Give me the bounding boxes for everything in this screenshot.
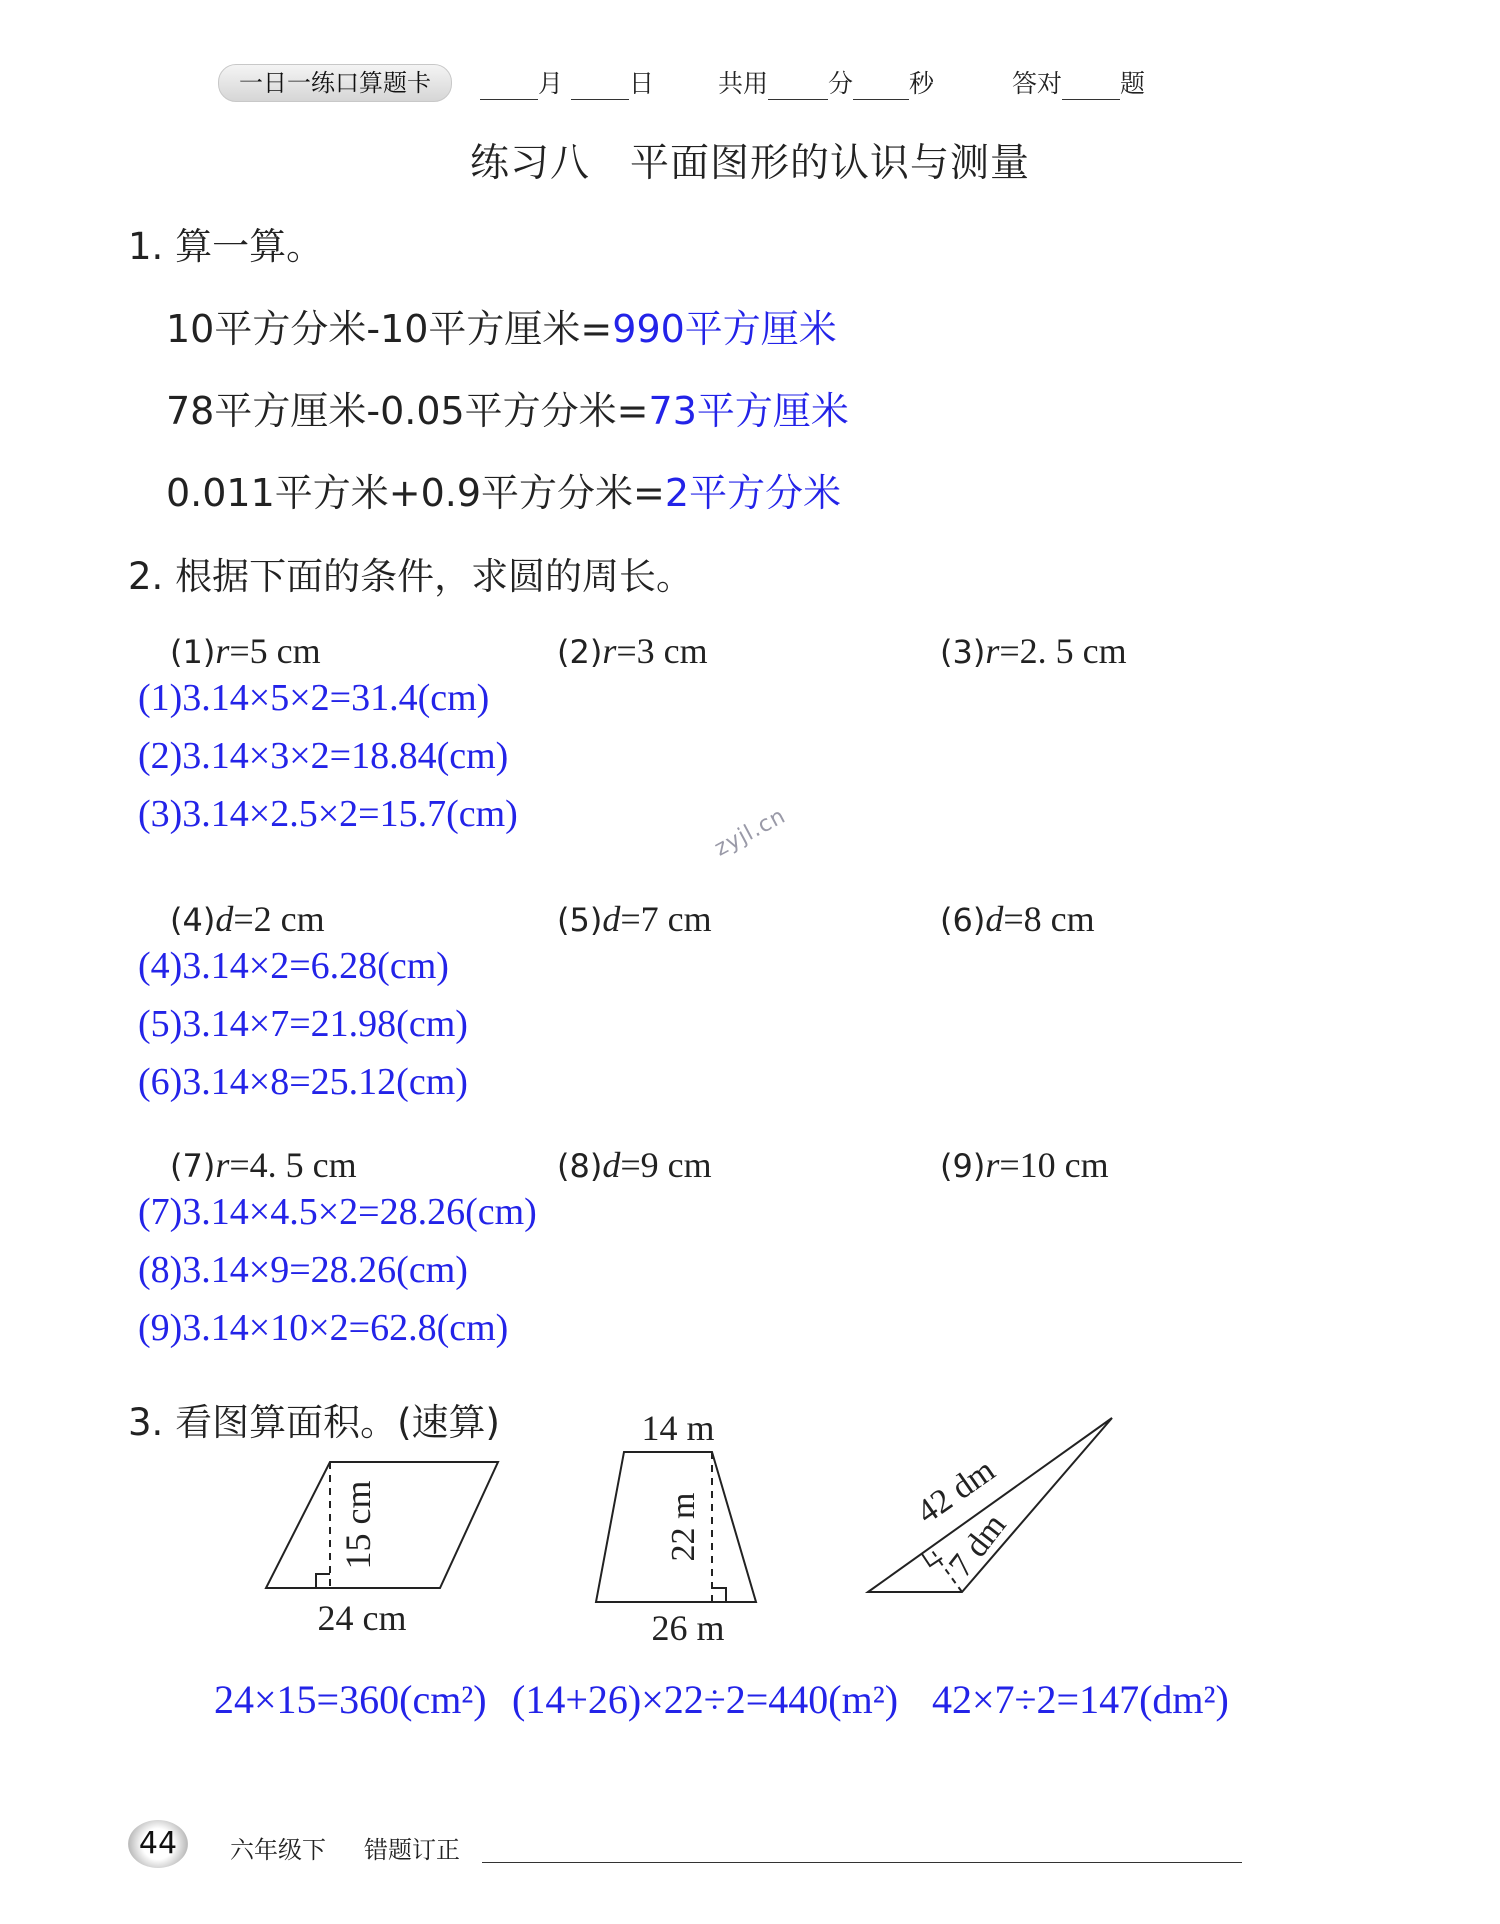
- parallelogram-height-label: 15 cm: [338, 1480, 378, 1570]
- given-number: (9): [940, 1147, 986, 1185]
- corrections-line[interactable]: [482, 1862, 1242, 1863]
- trapezoid-bottom-label: 26 m: [651, 1608, 725, 1648]
- questions-label: 题: [1120, 69, 1146, 98]
- q3-heading: 3. 看图算面积。(速算): [128, 1401, 500, 1444]
- given-number: (6): [940, 901, 986, 939]
- grade-label: 六年级下: [230, 1836, 326, 1864]
- q1-answer: 2平方分米: [664, 471, 842, 515]
- given-value: =9 cm: [620, 1145, 712, 1185]
- triangle-height-label: 7 dm: [941, 1506, 1014, 1585]
- given-variable: r: [602, 631, 617, 671]
- given-number: (7): [170, 1147, 216, 1185]
- given-variable: d: [602, 1145, 621, 1185]
- answer-5: (5)3.14×7=21.98(cm): [138, 1003, 468, 1045]
- answer-4: (4)3.14×2=6.28(cm): [138, 945, 449, 987]
- given-number: (8): [557, 1147, 603, 1185]
- given-value: =2 cm: [233, 899, 325, 939]
- right-angle-mark: [712, 1588, 726, 1602]
- trapezoid-height-label: 22 m: [665, 1492, 702, 1562]
- parallelogram-base-label: 24 cm: [317, 1598, 407, 1638]
- correct-label: 答对: [1012, 69, 1063, 98]
- watermark: zyjl.cn: [710, 803, 791, 862]
- q1-heading: 1. 算一算。: [128, 225, 324, 268]
- right-angle-mark: [922, 1554, 942, 1566]
- q1-answer: 73平方厘米: [648, 389, 849, 433]
- practice-card-badge: 一日一练口算题卡: [218, 64, 452, 102]
- given-number: (5): [557, 901, 603, 939]
- answer-6: (6)3.14×8=25.12(cm): [138, 1061, 468, 1103]
- page-title: 练习八 平面图形的认识与测量: [469, 141, 1030, 186]
- area-answer-2: (14+26)×22÷2=440(m²): [512, 1677, 899, 1722]
- page-number: 44: [128, 1820, 188, 1868]
- q2-heading: 2. 根据下面的条件，求圆的周长。: [128, 555, 694, 598]
- given-number: (4): [170, 901, 216, 939]
- answer-9: (9)3.14×10×2=62.8(cm): [138, 1307, 509, 1349]
- answer-2: (2)3.14×3×2=18.84(cm): [138, 735, 509, 777]
- given-variable: d: [602, 899, 621, 939]
- given-value: =2. 5 cm: [999, 631, 1127, 671]
- month-label: 月: [538, 69, 564, 98]
- triangle-side-label: 42 dm: [910, 1451, 1002, 1532]
- given-variable: r: [985, 631, 1000, 671]
- q1-expr: 10平方分米-10平方厘米=: [166, 307, 613, 351]
- q1-answer: 990平方厘米: [612, 307, 837, 351]
- given-variable: d: [215, 899, 234, 939]
- trapezoid-top-label: 14 m: [641, 1408, 715, 1448]
- given-value: =10 cm: [999, 1145, 1109, 1185]
- given-variable: d: [985, 899, 1004, 939]
- given-value: =7 cm: [620, 899, 712, 939]
- given-value: =5 cm: [229, 631, 321, 671]
- given-number: (1): [170, 633, 216, 671]
- answer-1: (1)3.14×5×2=31.4(cm): [138, 677, 490, 719]
- given-number: (2): [557, 633, 603, 671]
- triangle-figure: [868, 1418, 1112, 1592]
- given-value: =4. 5 cm: [229, 1145, 357, 1185]
- parallelogram-figure: [266, 1462, 498, 1588]
- day-label: 日: [628, 69, 654, 98]
- parallelogram-shape: [266, 1462, 498, 1588]
- seconds-label: 秒: [909, 69, 935, 98]
- answer-3: (3)3.14×2.5×2=15.7(cm): [138, 793, 518, 835]
- corrections-label: 错题订正: [364, 1836, 460, 1864]
- given-variable: r: [215, 1145, 230, 1185]
- area-answer-3: 42×7÷2=147(dm²): [932, 1677, 1229, 1722]
- triangle-shape: [868, 1418, 1112, 1592]
- given-value: =3 cm: [616, 631, 708, 671]
- minutes-label: 分: [828, 69, 854, 98]
- answer-7: (7)3.14×4.5×2=28.26(cm): [138, 1191, 537, 1233]
- q1-expr: 78平方厘米-0.05平方分米=: [166, 389, 649, 433]
- answer-8: (8)3.14×9=28.26(cm): [138, 1249, 468, 1291]
- area-answer-1: 24×15=360(cm²): [214, 1677, 487, 1722]
- right-angle-mark: [316, 1574, 330, 1588]
- q1-expr: 0.011平方米+0.9平方分米=: [166, 471, 665, 515]
- given-number: (3): [940, 633, 986, 671]
- given-variable: r: [985, 1145, 1000, 1185]
- given-value: =8 cm: [1003, 899, 1095, 939]
- used-label: 共用: [718, 69, 769, 98]
- given-variable: r: [215, 631, 230, 671]
